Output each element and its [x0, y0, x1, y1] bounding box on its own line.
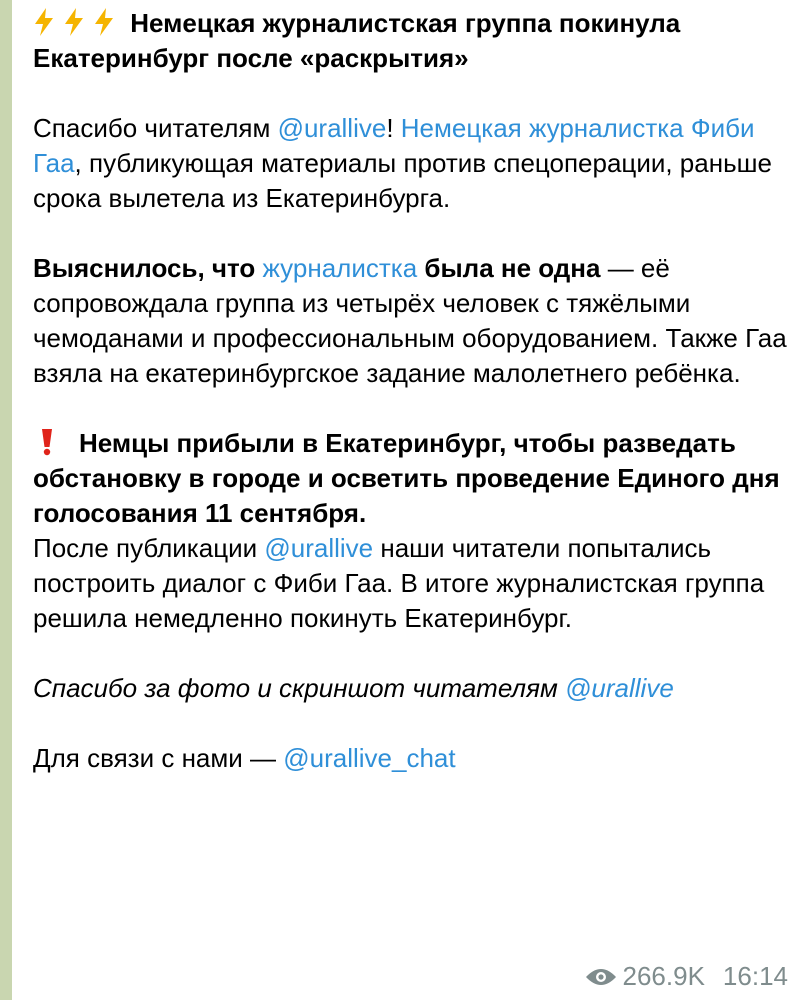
chat-link[interactable]: @urallive_chat: [283, 743, 456, 773]
message-meta: [585, 959, 788, 994]
journalist-word-link[interactable]: журналистка: [262, 253, 418, 283]
text: После публикации: [33, 533, 265, 563]
journalist-link[interactable]: Немецкая журналистка Фиби Гаа: [33, 113, 755, 178]
paragraph-arrival: [33, 426, 793, 636]
exclamation-icon: [37, 428, 57, 456]
text: — её сопровождала группа из четырёх человек с тяжёлыми чемоданами и профессиональным оборудованием. Также Гаа взяла на екатеринбургское задание малолетнего ребёнка.: [33, 253, 787, 388]
message-time: 16:14: [722, 961, 788, 991]
text: !: [386, 113, 401, 143]
lightning-bolt-icon: [33, 8, 55, 36]
text: , публикующая материалы против спецоперации, раньше срока вылетела из Екатеринбурга.: [33, 148, 772, 213]
eye-icon: [585, 967, 617, 987]
lightning-bolt-icon: [63, 8, 85, 36]
mention-link[interactable]: @urallive: [264, 533, 374, 563]
paragraph-group: [33, 251, 793, 391]
italic-text: Спасибо за фото и скриншот читателям: [33, 673, 566, 703]
post-title: Немецкая журналистская группа покинула Екатеринбург после «раскрытия»: [33, 8, 681, 73]
text: Спасибо читателям: [33, 113, 278, 143]
text: Для связи с нами —: [33, 743, 284, 773]
mention-link[interactable]: @urallive: [565, 673, 674, 703]
paragraph-thanks: [33, 111, 793, 216]
bold-text: Выяснилось, что: [33, 253, 263, 283]
message-text: [33, 6, 793, 776]
message-bubble: [12, 0, 800, 1000]
title-paragraph: [33, 6, 793, 76]
bold-text: была не одна: [417, 253, 601, 283]
lightning-bolt-icon: [93, 8, 115, 36]
paragraph-credits: [33, 671, 793, 706]
view-count: 266.9K: [622, 961, 705, 991]
mention-link[interactable]: @urallive: [277, 113, 387, 143]
paragraph-contact: [33, 741, 793, 776]
text: наши читатели попытались построить диалог с Фиби Гаа. В итоге журналистская группа решила немедленно покинуть Екатеринбург.: [33, 533, 765, 633]
bolt-emoji-group: [33, 8, 123, 38]
bold-text: Немцы прибыли в Екатеринбург, чтобы разведать обстановку в городе и осветить проведение Единого дня голосования 11 сентября.: [33, 428, 780, 528]
